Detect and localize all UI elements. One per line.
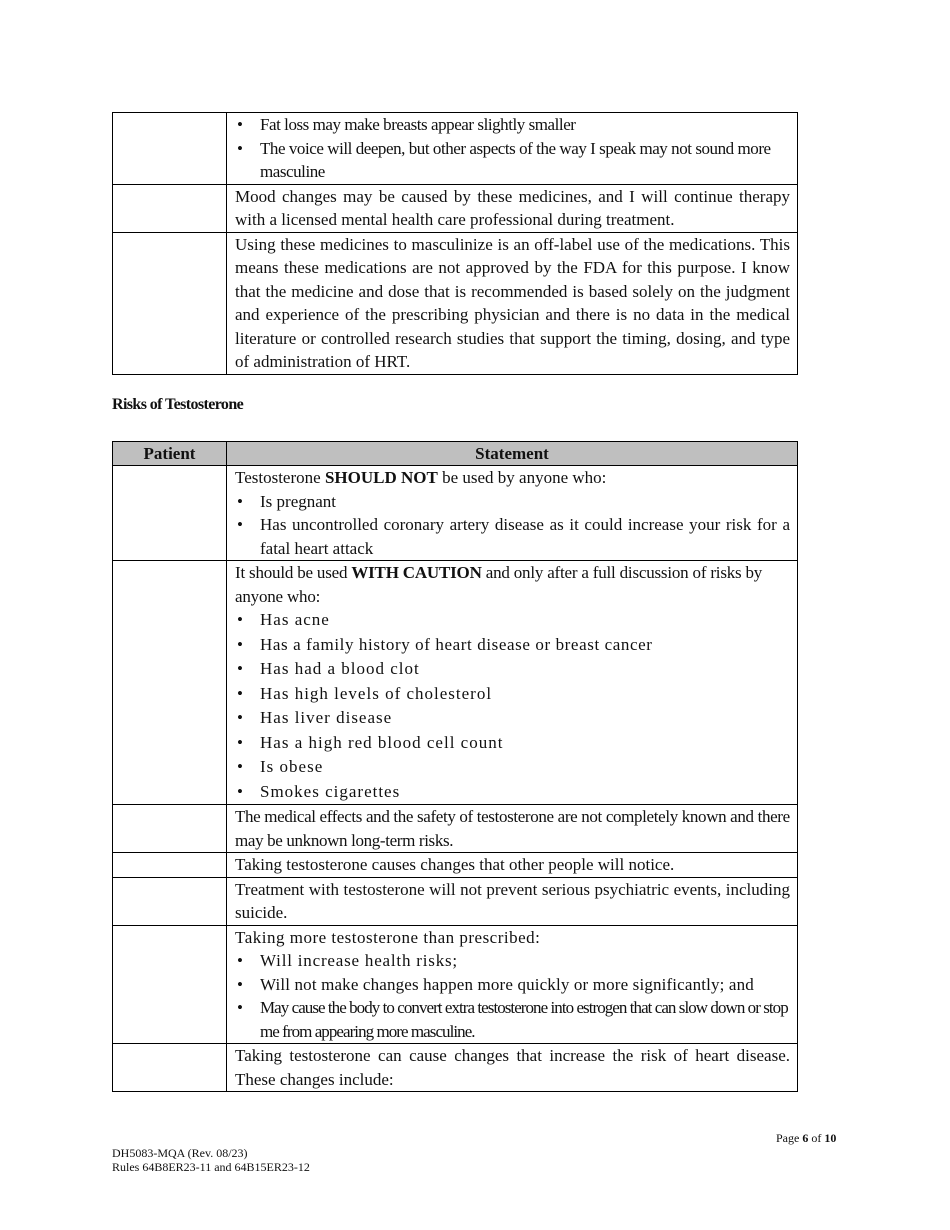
statement-intro: Taking more testosterone than prescribed: <box>235 927 541 947</box>
table-row <box>113 466 798 561</box>
column-header-patient: Patient <box>113 442 227 466</box>
page-number <box>776 1131 836 1146</box>
patient-initials-cell[interactable] <box>113 561 227 805</box>
total-pages: 10 <box>824 1131 837 1145</box>
patient-initials-cell[interactable] <box>113 232 227 374</box>
table-row <box>113 184 798 232</box>
statement-intro <box>235 561 790 608</box>
list-item: • Has a family history of heart disease or breast cancer <box>235 633 790 658</box>
patient-initials-cell[interactable] <box>113 1044 227 1092</box>
list-item: • Has liver disease <box>235 706 790 731</box>
statement-cell <box>227 925 798 1044</box>
table-header-row <box>113 442 798 466</box>
intro-emphasis: WITH CAUTION <box>351 563 482 582</box>
table-row <box>113 925 798 1044</box>
current-page: 6 <box>802 1131 809 1145</box>
consent-table-continued <box>112 112 798 375</box>
patient-initials-cell[interactable] <box>113 805 227 853</box>
table-row <box>113 113 798 185</box>
list-item: • Has uncontrolled coronary artery disease as it could increase your risk for a fatal heart attack <box>235 513 790 560</box>
rules-reference: Rules 64B8ER23-11 and 64B15ER23-12 <box>112 1160 310 1174</box>
list-item: • Has had a blood clot <box>235 657 790 682</box>
statement-cell: Treatment with testosterone will not prevent serious psychiatric events, including suicide. <box>227 877 798 925</box>
statement-cell: Taking testosterone can cause changes that increase the risk of heart disease. These changes include: <box>227 1044 798 1092</box>
list-item: • May cause the body to convert extra testosterone into estrogen that can slow down or stop me from appearing more masculine. <box>235 996 790 1043</box>
patient-initials-cell[interactable] <box>113 113 227 185</box>
patient-initials-cell[interactable] <box>113 853 227 878</box>
list-item: • Has a high red blood cell count <box>235 731 790 756</box>
list-item: • Has high levels of cholesterol <box>235 682 790 707</box>
column-header-statement: Statement <box>227 442 798 466</box>
list-item: • Smokes cigarettes <box>235 780 790 805</box>
intro-text: be used by anyone who: <box>437 468 607 487</box>
table-row <box>113 877 798 925</box>
page-of-label: of <box>811 1131 822 1145</box>
intro-text: and only after a full discussion of risks by anyone who: <box>235 563 763 606</box>
patient-initials-cell[interactable] <box>113 184 227 232</box>
statement-cell: Mood changes may be caused by these medicines, and I will continue therapy with a licensed mental health care professional during treatment. <box>227 184 798 232</box>
table-row <box>113 853 798 878</box>
list-item: • Will increase health risks; <box>235 949 790 973</box>
statement-cell <box>227 113 798 185</box>
form-footer <box>112 1146 310 1174</box>
risks-table <box>112 441 798 1092</box>
table-row <box>113 805 798 853</box>
table-row <box>113 232 798 374</box>
statement-cell: The medical effects and the safety of testosterone are not completely known and there may be unknown long-term risks. <box>227 805 798 853</box>
table-row <box>113 1044 798 1092</box>
section-heading: Risks of Testosterone <box>112 396 244 413</box>
intro-text: Testosterone <box>235 468 325 487</box>
list-item: • Will not make changes happen more quickly or more significantly; and <box>235 973 790 997</box>
statement-cell <box>227 561 798 805</box>
statement-cell: Taking testosterone causes changes that other people will notice. <box>227 853 798 878</box>
table-row <box>113 561 798 805</box>
statement-intro <box>235 466 790 490</box>
statement-cell: Using these medicines to masculinize is an off-label use of the medications. This means these medications are not approved by the FDA for this purpose. I know that the medicine and dose that is recommended is based solely on the judgment and experience of the prescribing physician and there is no data in the medical literature or controlled research studies that support the timing, dosing, and type of administration of HRT. <box>227 232 798 374</box>
page-label: Page <box>776 1131 800 1145</box>
patient-initials-cell[interactable] <box>113 877 227 925</box>
patient-initials-cell[interactable] <box>113 466 227 561</box>
statement-cell <box>227 466 798 561</box>
intro-emphasis: SHOULD NOT <box>324 468 438 487</box>
list-item: • Is pregnant <box>235 490 790 514</box>
list-item: • Has acne <box>235 608 790 633</box>
patient-initials-cell[interactable] <box>113 925 227 1044</box>
form-id: DH5083-MQA (Rev. 08/23) <box>112 1146 248 1160</box>
intro-text: It should be used <box>235 563 352 582</box>
list-item: • Is obese <box>235 755 790 780</box>
list-item: • Fat loss may make breasts appear slightly smaller <box>235 113 790 137</box>
list-item: • The voice will deepen, but other aspects of the way I speak may not sound more masculine <box>235 137 790 184</box>
